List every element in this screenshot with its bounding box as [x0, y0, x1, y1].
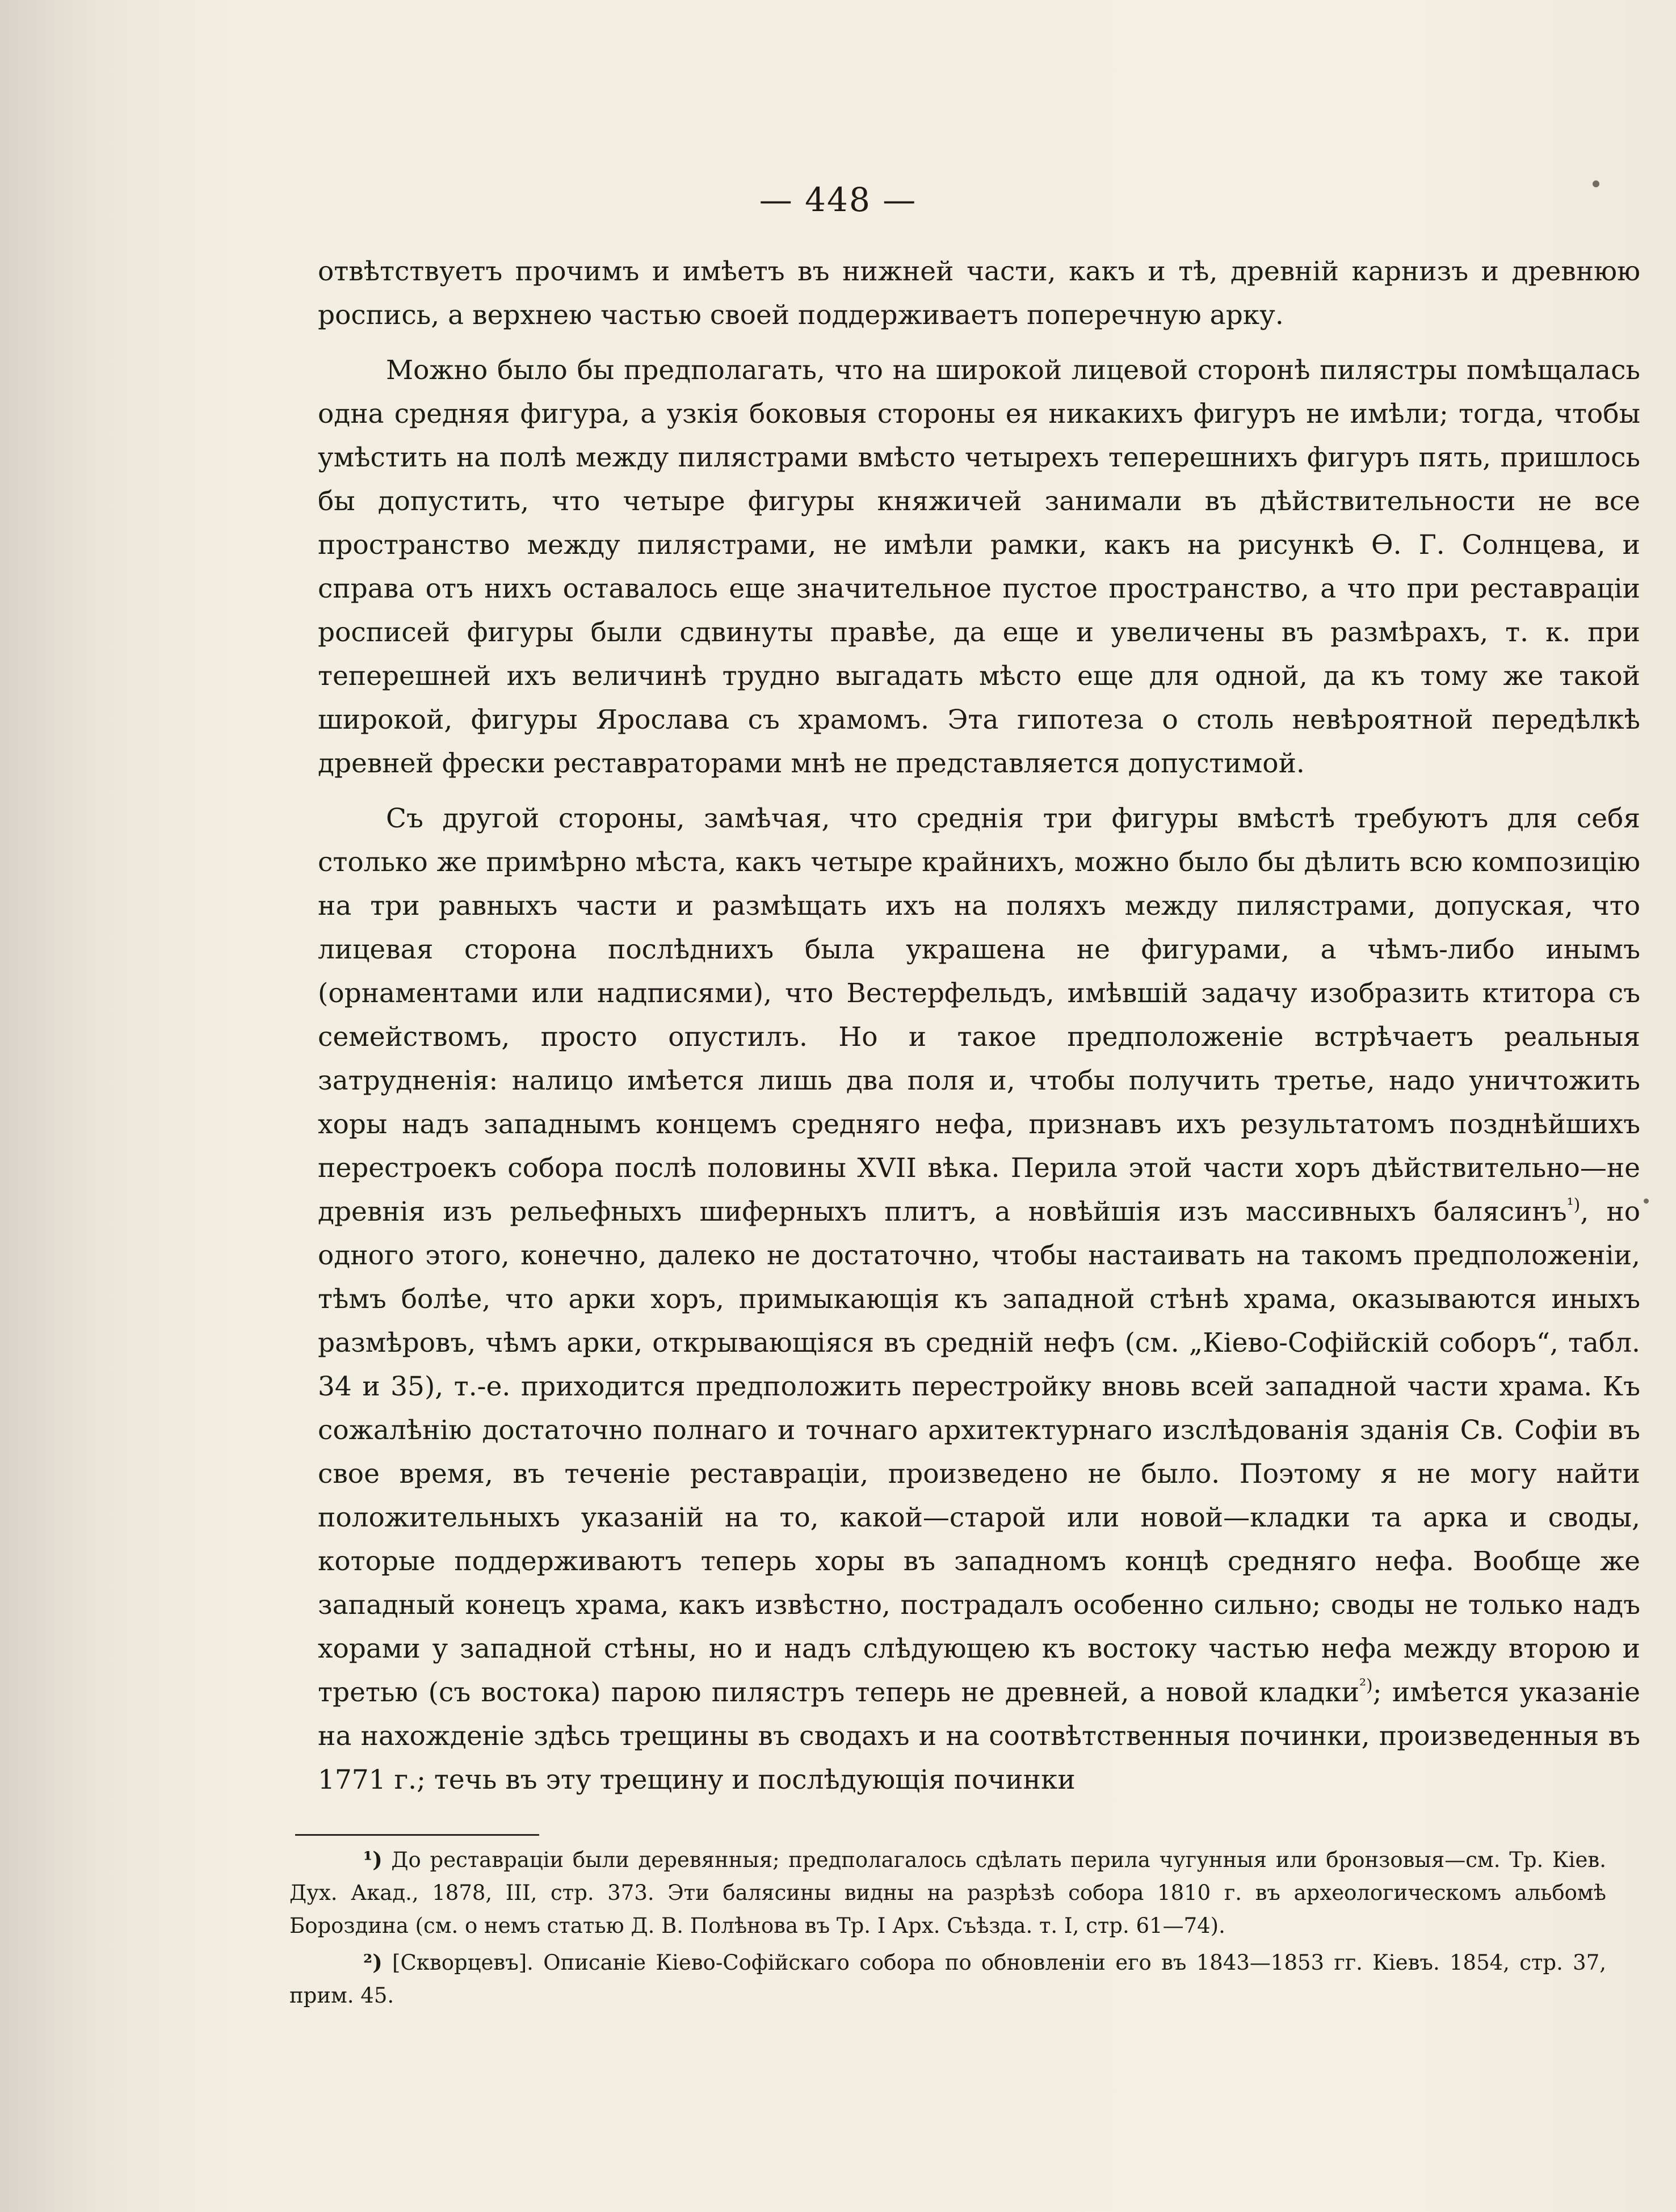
ink-speck [1644, 1198, 1649, 1204]
paragraph-text: ; имѣется указаніе на нахожденіе здѣсь трещины въ сводахъ и на соотвѣтственныя починки, произведенныя въ 1771 г.; течь въ эту трещину и послѣдующія починки [318, 1677, 1641, 1795]
footnote [289, 1946, 1606, 2012]
paragraph-text: Съ другой стороны, замѣчая, что среднія три фигуры вмѣстѣ требуютъ для себя столько же примѣрно мѣста, какъ четыре крайнихъ, можно было бы дѣлить всю композицію на три равныхъ части и размѣщать ихъ на поляхъ между пилястрами, допуская, что лицевая сторона послѣднихъ была украшена не фигурами, а чѣмъ-либо инымъ (орнаментами или надписями), что Вестерфельдъ, имѣвшій задачу изобразить ктитора съ семействомъ, просто опустилъ. Но и такое предположеніе встрѣчаетъ реальныя затрудненія: налицо имѣется лишь два поля и, чтобы получить третье, надо уничтожить хоры надъ западнымъ концемъ средняго нефа, признавъ ихъ результатомъ позднѣйшихъ перестроекъ собора послѣ половины XVII вѣка. Перила этой части хоръ дѣйствительно—не древнія изъ рельефныхъ шиферныхъ плитъ, а новѣйшія изъ массивныхъ балясинъ [318, 803, 1640, 1227]
footnote [289, 1843, 1606, 1942]
main-text [318, 250, 1640, 1802]
footnote-mark: ¹) [363, 1847, 383, 1872]
footnotes [289, 1843, 1606, 2012]
footnote-mark: ²) [363, 1950, 383, 1975]
footnote-ref: ²) [1359, 1676, 1373, 1696]
footnote-ref: ¹) [1566, 1195, 1581, 1215]
paragraph [318, 797, 1640, 1802]
paragraph: Можно было бы предполагать, что на широкой лицевой сторонѣ пилястры помѣщалась одна средняя фигура, а узкія боковыя стороны ея никакихъ фигуръ не имѣли; тогда, чтобы умѣстить на полѣ между пилястрами вмѣсто четырехъ теперешнихъ фигуръ пять, пришлось бы допустить, что четыре фигуры княжичей занимали въ дѣйствительности не все пространство между пилястрами, не имѣли рамки, какъ на рисункѣ Ѳ. Г. Солнцева, и справа отъ нихъ оставалось еще значительное пустое пространство, а что при реставраціи росписей фигуры были сдвинуты правѣе, да еще и увеличены въ размѣрахъ, т. к. при теперешней ихъ величинѣ трудно выгадать мѣсто еще для одной, да къ тому же такой широкой, фигуры Ярослава съ храмомъ. Эта гипотеза о столь невѣроятной передѣлкѣ древней фрески реставраторами мнѣ не представляется допустимой. [318, 355, 1640, 779]
footnote-text: [Скворцевъ]. Описаніе Кіево-Софійскаго собора по обновленіи его въ 1843—1853 гг. Кіевъ. 1854, стр. 37, прим. 45. [289, 1950, 1606, 2008]
paragraph: отвѣтствуетъ прочимъ и имѣетъ въ нижней части, какъ и тѣ, древній карнизъ и древнюю роспись, а верхнею частью своей поддерживаетъ поперечную арку. [318, 256, 1640, 331]
paragraph-text: , но одного этого, конечно, далеко не достаточно, чтобы настаивать на такомъ предположеніи, тѣмъ болѣе, что арки хоръ, примыкающія къ западной стѣнѣ храма, оказываются иныхъ размѣровъ, чѣмъ арки, открывающіяся въ средній нефъ (см. „Кіево-Софійскій соборъ“, табл. 34 и 35), т.-е. приходится предположить перестройку вновь всей западной части храма. Къ сожалѣнію достаточно полнаго и точнаго архитектурнаго изслѣдованія зданія Св. Софіи въ свое время, въ теченіе реставраціи, произведено не было. Поэтому я не могу найти положительныхъ указаній на то, какой—старой или новой—кладки та арка и своды, которые поддерживаютъ теперь хоры въ западномъ концѣ средняго нефа. Вообще же западный конецъ храма, какъ извѣстно, пострадалъ особенно сильно; своды не только надъ хорами у западной стѣны, но и надъ слѣдующею къ востоку частью нефа между второю и третью (съ востока) парою пилястръ теперь не древней, а новой кладки [318, 1196, 1640, 1708]
page-number: — 448 — [759, 180, 917, 219]
footnote-separator [295, 1834, 539, 1836]
ink-speck [1593, 180, 1599, 187]
footnote-text: До реставраціи были деревянныя; предполагалось сдѣлать перила чугунныя или бронзовыя—см. Тр. Кіев. Дух. Акад., 1878, III, стр. 373. Эти балясины видны на разрѣзѣ собора 1810 г. въ археологическомъ альбомѣ Бороздина (см. о немъ статью Д. В. Полѣнова въ Тр. I Арх. Съѣзда. т. I, стр. 61—74). [289, 1848, 1606, 1938]
